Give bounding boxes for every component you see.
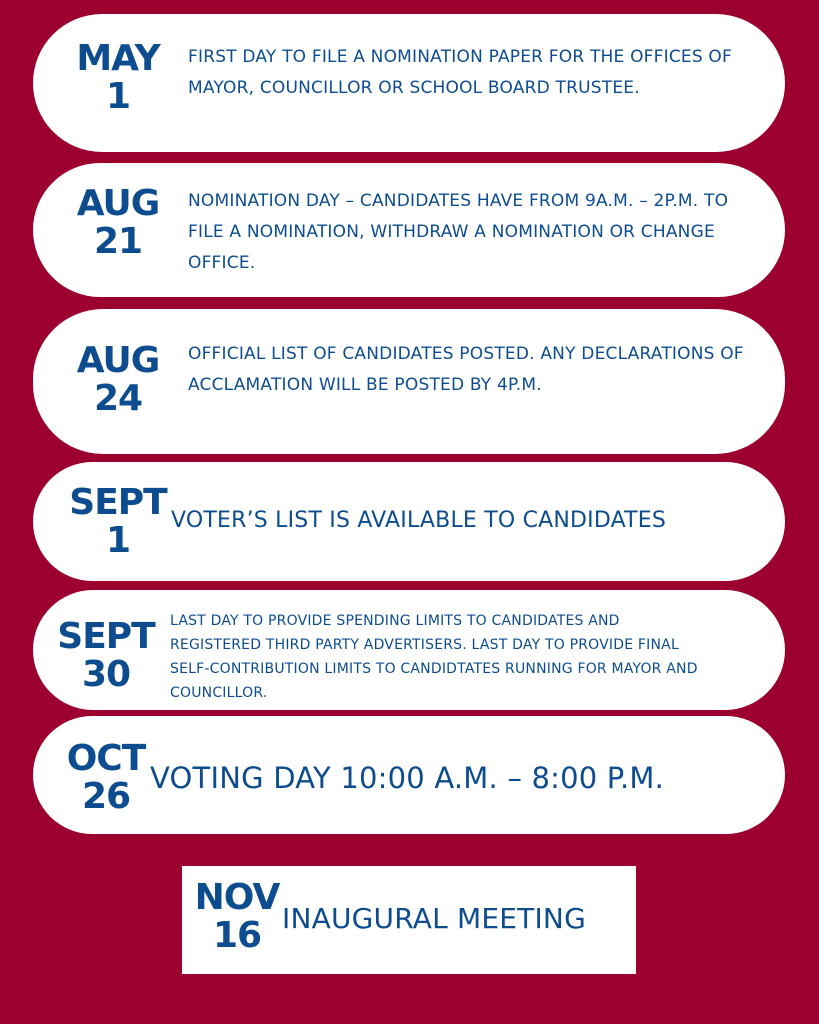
- event-day: 24: [93, 377, 143, 419]
- event-day: 1: [105, 519, 131, 561]
- event-date: [51, 618, 161, 694]
- event-date: [63, 185, 173, 261]
- event-card-oct-26: [33, 716, 785, 834]
- event-month: SEPT: [57, 616, 155, 657]
- event-card-aug-24: [33, 309, 785, 454]
- event-description: FIRST DAY TO FILE A NOMINATION PAPER FOR THE OFFICES OF MAYOR, COUNCILLOR OR SCHOOL BOARD TRUSTEE.: [188, 47, 732, 98]
- event-card-may-1: [33, 14, 785, 152]
- event-date: [63, 342, 173, 418]
- event-description: VOTER’S LIST IS AVAILABLE TO CANDIDATES: [171, 508, 667, 533]
- event-month: AUG: [76, 183, 160, 224]
- event-day: 1: [105, 75, 131, 117]
- event-day: 16: [212, 914, 262, 956]
- event-date: [63, 40, 173, 116]
- event-description: INAUGURAL MEETING: [282, 902, 586, 935]
- event-card-sept-30: [33, 590, 785, 710]
- event-card-sept-1: [33, 462, 785, 581]
- event-description: NOMINATION DAY – CANDIDATES HAVE FROM 9A.M. – 2P.M. TO FILE A NOMINATION, WITHDRAW A NOMINATION OR CHANGE OFFICE.: [188, 191, 729, 273]
- event-description: VOTING DAY 10:00 A.M. – 8:00 P.M.: [150, 761, 665, 795]
- event-month: MAY: [76, 38, 160, 79]
- event-day: 30: [81, 653, 131, 695]
- event-month: NOV: [194, 877, 280, 918]
- event-description: LAST DAY TO PROVIDE SPENDING LIMITS TO CANDIDATES AND REGISTERED THIRD PARTY ADVERTISERS. LAST DAY TO PROVIDE FINAL SELF-CONTRIBUTION LIMITS TO CANDIDTATES RUNNING FOR MAYOR AND COUNCILLOR.: [170, 613, 698, 701]
- event-month: OCT: [66, 738, 146, 779]
- event-card-aug-21: [33, 163, 785, 297]
- event-date: [194, 879, 280, 955]
- event-month: SEPT: [69, 482, 167, 523]
- event-date: [63, 484, 173, 560]
- event-month: AUG: [76, 340, 160, 381]
- event-day: 26: [81, 775, 131, 817]
- event-day: 21: [93, 220, 143, 262]
- event-date: [61, 740, 151, 816]
- event-card-nov-16: [182, 866, 636, 974]
- event-description: OFFICIAL LIST OF CANDIDATES POSTED. ANY DECLARATIONS OF ACCLAMATION WILL BE POSTED BY 4P.M.: [188, 344, 744, 395]
